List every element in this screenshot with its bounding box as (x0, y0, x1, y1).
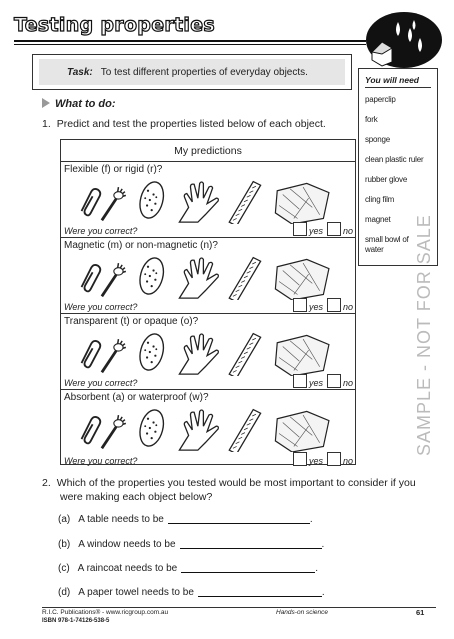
objects-illustration-icon (63, 252, 353, 300)
materials-item: paperclip (365, 95, 396, 104)
title-rule-thin (14, 44, 366, 45)
prediction-row-title: Transparent (t) or opaque (o)? (64, 316, 199, 327)
what-to-do-heading (42, 98, 115, 110)
sub-question: (d) A paper towel needs to be . (58, 587, 325, 598)
yes-no-checkboxes (289, 222, 353, 236)
materials-item: magnet (365, 215, 391, 224)
no-label: no (342, 456, 353, 466)
question-number: 2. (42, 477, 51, 489)
yes-label: yes (308, 302, 323, 312)
footer-publisher: R.I.C. Publications® - www.ricgroup.com.au (42, 609, 169, 616)
question-2 (42, 476, 432, 504)
materials-item: sponge (365, 135, 391, 144)
footer-book-title: Hands-on science (276, 609, 329, 616)
yes-no-checkboxes (289, 452, 353, 466)
sub-question-text: A raincoat needs to be (77, 563, 178, 574)
answer-line[interactable] (180, 539, 322, 549)
question-number: 1. (42, 118, 51, 130)
no-checkbox[interactable] (327, 374, 341, 388)
yes-checkbox[interactable] (293, 298, 307, 312)
what-to-do-label: What to do: (55, 98, 116, 110)
question-text: Which of the properties you tested would be most important to consider if you (56, 477, 416, 489)
task-text-area (39, 59, 345, 85)
footer-rule (42, 607, 436, 608)
prediction-row (61, 238, 355, 314)
materials-item: rubber glove (365, 175, 408, 184)
prediction-row (61, 390, 355, 467)
page-title: Testing properties (14, 14, 216, 36)
materials-item: clean plastic ruler (365, 155, 424, 164)
yes-checkbox[interactable] (293, 452, 307, 466)
predictions-header: My predictions (61, 140, 355, 162)
prediction-row-footer: Were you correct? (64, 302, 138, 312)
answer-line[interactable] (198, 587, 322, 597)
yes-no-checkboxes (289, 374, 353, 388)
objects-illustration-icon (63, 176, 353, 224)
no-label: no (342, 302, 353, 312)
yes-checkbox[interactable] (293, 374, 307, 388)
answer-line[interactable] (181, 563, 315, 573)
objects-illustration-icon (63, 404, 353, 452)
materials-item: small bowl of water (365, 235, 409, 254)
sub-question-text: A window needs to be (78, 539, 176, 550)
sub-question-letter: (b) (58, 539, 71, 550)
materials-rule (365, 87, 431, 88)
sub-question-letter: (d) (58, 587, 71, 598)
sub-question-letter: (c) (58, 563, 70, 574)
answer-line[interactable] (168, 514, 310, 524)
prediction-row-footer: Were you correct? (64, 378, 138, 388)
sub-question-letter: (a) (58, 514, 71, 525)
sample-watermark: SAMPLE - NOT FOR SALE (414, 214, 434, 456)
sub-question: (a) A table needs to be . (58, 514, 313, 525)
yes-no-checkboxes (289, 298, 353, 312)
page-number: 61 (416, 608, 425, 617)
prediction-row (61, 314, 355, 390)
task-text: To test different properties of everyday objects. (100, 66, 308, 78)
science-badge-icon (362, 8, 444, 70)
yes-label: yes (308, 456, 323, 466)
prediction-row-title: Magnetic (m) or non-magnetic (n)? (64, 240, 218, 251)
yes-checkbox[interactable] (293, 222, 307, 236)
no-checkbox[interactable] (327, 222, 341, 236)
sub-question-text: A paper towel needs to be (78, 587, 194, 598)
sub-question: (c) A raincoat needs to be . (58, 563, 318, 574)
no-label: no (342, 226, 353, 236)
materials-item: cling film (365, 195, 395, 204)
yes-label: yes (308, 378, 323, 388)
question-text-continued: were making each object below? (60, 491, 213, 503)
predictions-table (60, 139, 356, 465)
no-checkbox[interactable] (327, 298, 341, 312)
yes-label: yes (308, 226, 323, 236)
prediction-row-footer: Were you correct? (64, 226, 138, 236)
arrow-icon (42, 98, 50, 108)
title-rule (14, 40, 366, 42)
objects-illustration-icon (63, 328, 353, 376)
question-1 (42, 118, 332, 130)
sub-question-text: A table needs to be (78, 514, 164, 525)
footer-isbn: ISBN 978-1-74126-538-5 (42, 618, 110, 624)
task-label: Task: (67, 66, 93, 78)
task-box (32, 54, 352, 90)
prediction-row-title: Flexible (f) or rigid (r)? (64, 164, 163, 175)
sub-question: (b) A window needs to be . (58, 539, 325, 550)
materials-title: You will need (365, 75, 419, 85)
no-checkbox[interactable] (327, 452, 341, 466)
question-text: Predict and test the properties listed below of each object. (56, 118, 326, 130)
prediction-row-footer: Were you correct? (64, 456, 138, 466)
no-label: no (342, 378, 353, 388)
materials-item: fork (365, 115, 378, 124)
prediction-row (61, 162, 355, 238)
prediction-row-title: Absorbent (a) or waterproof (w)? (64, 392, 209, 403)
